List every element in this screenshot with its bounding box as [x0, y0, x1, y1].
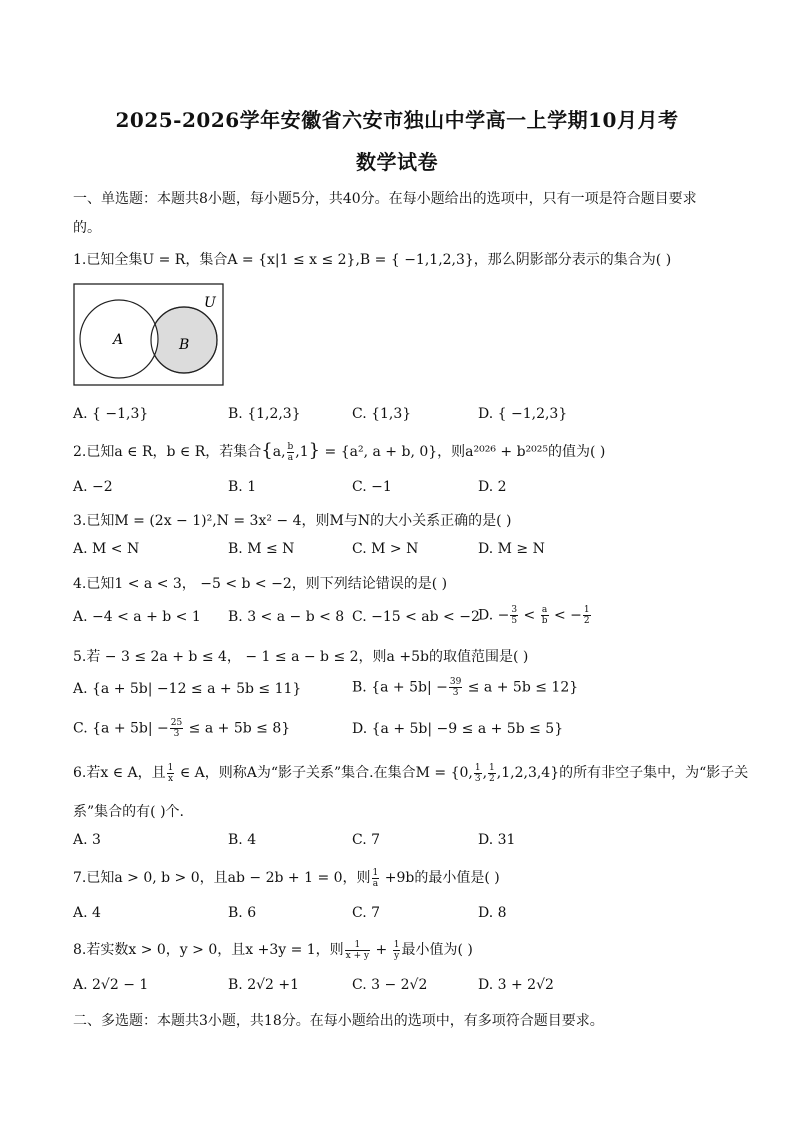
q3-stem: 3.已知M = (2x − 1)²,N = 3x² − 4，则M与N的大小关系正确的是( ) [73, 513, 512, 529]
q2-stem: 2.已知a ∈ R，b ∈ R，若集合{a, $\frac{b}{a}$ ,1} = {a², a + b, 0}，则a²⁰²⁶ + b²⁰²⁵的值为( ) [73, 440, 606, 463]
q7-option-d: D. 8 [478, 905, 507, 921]
q2-option-c: C. −1 [352, 479, 392, 495]
q7-option-c: C. 7 [352, 905, 381, 921]
q2-stem-pre: 2.已知a ∈ R，b ∈ R，若集合 [73, 444, 262, 460]
exam-title: 2025-2026学年安徽省六安市独山中学高一上学期10月月考 [115, 108, 679, 132]
q7-option-a: A. 4 [73, 905, 101, 921]
q3-option-d: D. M ≥ N [478, 541, 545, 557]
q4-option-d: D. − $\frac{3}{5}$ < $\frac{a}{b}$ < − $\frac{1}{2}$ [478, 605, 590, 626]
venn-label-B: B [179, 337, 190, 353]
section1-heading-line2: 的。 [73, 220, 101, 236]
q2-option-d: D. 2 [478, 479, 507, 495]
venn-label-U: U [204, 295, 216, 311]
q5-option-c: C. {a + 5b| − $\frac{25}{3}$ ≤ a + 5b ≤ 8} [73, 718, 291, 739]
q4-option-b: B. 3 < a − b < 8 [228, 609, 345, 625]
q4-stem: 4.已知1 < a < 3， −5 < b < −2，则下列结论错误的是( ) [73, 576, 448, 592]
q2-set-end: ,1 [295, 444, 309, 460]
q6-option-d: D. 31 [478, 832, 516, 848]
q5-option-d: D. {a + 5b| −9 ≤ a + 5b ≤ 5} [352, 721, 564, 737]
venn-diagram [73, 283, 225, 387]
q8-option-c: C. 3 − 2√2 [352, 977, 428, 993]
q4-option-a: A. −4 < a + b < 1 [73, 609, 201, 625]
q4-option-c: C. −15 < ab < −2 [352, 609, 480, 625]
section2-heading: 二、多选题：本题共3小题，共18分。在每小题给出的选项中，有多项符合题目要求。 [73, 1013, 604, 1029]
q1-stem: 1.已知全集U = R，集合A = {x|1 ≤ x ≤ 2},B = { −1,1,2,3}，那么阴影部分表示的集合为( ) [73, 252, 672, 268]
q8-option-a: A. 2√2 − 1 [73, 977, 149, 993]
q6-option-b: B. 4 [228, 832, 257, 848]
q1-option-a: A. { −1,3} [73, 406, 149, 422]
q8-stem: 8.若实数x > 0，y > 0，且x +3y = 1，则 $\frac{1}{x + y}$ + $\frac{1}{y}$ 最小值为( ) [73, 939, 473, 961]
q5-stem: 5.若 − 3 ≤ 2a + b ≤ 4， − 1 ≤ a − b ≤ 2，则a +5b的取值范围是( ) [73, 649, 529, 665]
section1-heading-line1: 一、单选题：本题共8小题，每小题5分，共40分。在每小题给出的选项中，只有一项是符合题目要求 [73, 191, 697, 207]
q1-option-d: D. { −1,2,3} [478, 406, 568, 422]
q8-option-d: D. 3 + 2√2 [478, 977, 554, 993]
q3-option-c: C. M > N [352, 541, 419, 557]
q7-stem: 7.已知a > 0, b > 0，且ab − 2b + 1 = 0，则 $\frac{1}{a}$ +9b的最小值是( ) [73, 867, 500, 889]
q7-option-b: B. 6 [228, 905, 257, 921]
q3-option-b: B. M ≤ N [228, 541, 295, 557]
q8-option-b: B. 2√2 +1 [228, 977, 300, 993]
venn-label-A: A [113, 332, 124, 348]
q6-stem-line2: 系”集合的有( )个. [73, 804, 184, 820]
q2-set-a: a, [272, 444, 286, 460]
q5-option-a: A. {a + 5b| −12 ≤ a + 5b ≤ 11} [73, 681, 302, 697]
q6-option-a: A. 3 [73, 832, 101, 848]
q2-option-a: A. −2 [73, 479, 113, 495]
exam-subtitle: 数学试卷 [356, 150, 438, 174]
q5-option-b: B. {a + 5b| − $\frac{39}{3}$ ≤ a + 5b ≤ 12} [352, 677, 579, 698]
q2-stem-post: = {a², a + b, 0}，则a²⁰²⁶ + b²⁰²⁵的值为( ) [320, 444, 606, 460]
q2-fraction: $\frac{b}{a}$ [287, 441, 294, 463]
q6-option-c: C. 7 [352, 832, 381, 848]
q1-option-b: B. {1,2,3} [228, 406, 301, 422]
q1-option-c: C. {1,3} [352, 406, 412, 422]
q2-option-b: B. 1 [228, 479, 257, 495]
q6-stem: 6.若x ∈ A，且 $\frac{1}{x}$ ∈ A，则称A为“影子关系”集合.在集合M = {0, $\frac{1}{3}$ , $\frac{1}{2}$ ,1,2,3,4}的所有非空子集中，为“影子关 [73, 762, 749, 784]
q3-option-a: A. M < N [73, 541, 140, 557]
